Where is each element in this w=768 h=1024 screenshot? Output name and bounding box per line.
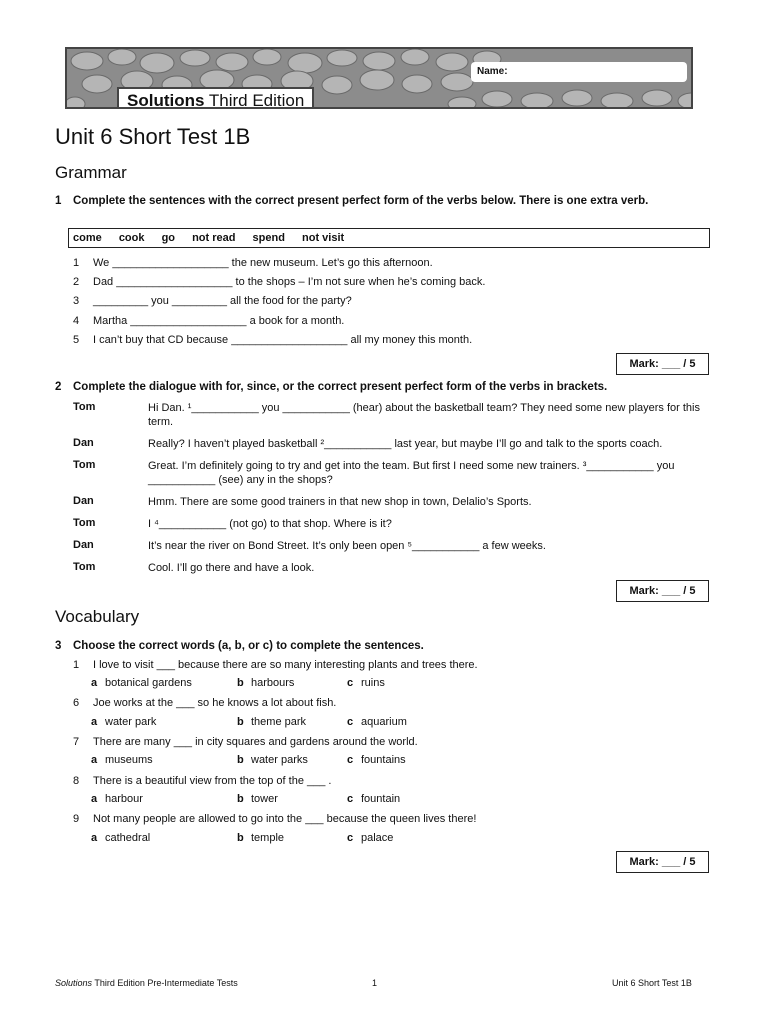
q2-number: 2 bbox=[55, 381, 62, 393]
grammar-heading: Grammar bbox=[55, 163, 127, 182]
option-a[interactable]: a botanical gardens bbox=[91, 677, 192, 689]
option-c[interactable]: c fountains bbox=[347, 754, 406, 766]
footer-right: Unit 6 Short Test 1B bbox=[612, 978, 692, 988]
item-number: 8 bbox=[73, 775, 80, 787]
footer-page-number: 1 bbox=[372, 978, 378, 988]
option-b[interactable]: b water parks bbox=[237, 754, 308, 766]
option-a[interactable]: a museums bbox=[91, 754, 153, 766]
footer-brand: Solutions bbox=[55, 978, 93, 988]
q3-text: Choose the correct words (a, b, or c) to complete the sentences. bbox=[73, 640, 424, 652]
item-text: There is a beautiful view from the top of the ___ . bbox=[93, 775, 332, 787]
item-text: Not many people are allowed to go into the ___ because the queen lives there! bbox=[93, 813, 477, 825]
item-number: 4 bbox=[73, 315, 80, 327]
option-b[interactable]: b harbours bbox=[237, 677, 295, 689]
dialogue-line[interactable]: Hmm. There are some good trainers in that new shop in town, Delalio’s Sports. bbox=[148, 496, 532, 508]
item-text: There are many ___ in city squares and gardens around the world. bbox=[93, 736, 418, 748]
dialogue-speaker: Dan bbox=[73, 495, 94, 507]
item-number: 1 bbox=[73, 257, 80, 269]
word-item: cook bbox=[118, 232, 145, 244]
word-item: not read bbox=[192, 232, 236, 244]
dialogue-speaker: Tom bbox=[73, 517, 96, 529]
option-a[interactable]: a harbour bbox=[91, 793, 143, 805]
q2-instruction bbox=[55, 380, 710, 394]
footer-book: Third Edition Pre-Intermediate Tests bbox=[92, 978, 238, 988]
dialogue-line[interactable]: It’s near the river on Bond Street. It’s only been open ⁵___________ a few weeks. bbox=[148, 540, 546, 552]
brand-logo bbox=[117, 87, 314, 109]
dialogue-speaker: Dan bbox=[73, 539, 94, 551]
q1-text: Complete the sentences with the correct present perfect form of the verbs below. There is one extra verb. bbox=[73, 195, 649, 207]
dialogue-speaker: Tom bbox=[73, 401, 96, 413]
dialogue-line[interactable]: Really? I haven’t played basketball ²___________ last year, but maybe I’ll go and talk to the sports coach. bbox=[148, 438, 663, 450]
dialogue-line[interactable]: Great. I’m definitely going to try and get into the team. But first I need some new trainers. ³___________ you ___________ (see) any in the shops? bbox=[148, 460, 675, 486]
option-c[interactable]: c aquarium bbox=[347, 716, 407, 728]
footer-left bbox=[55, 978, 238, 988]
item-number: 1 bbox=[73, 659, 80, 671]
item-text: We ___________________ the new museum. Let’s go this afternoon. bbox=[93, 257, 433, 269]
dialogue-line[interactable]: Cool. I’ll go there and have a look. bbox=[148, 562, 315, 574]
dialogue-line[interactable]: Hi Dan. ¹___________ you ___________ (hear) about the basketball team? They need some new players for this term. bbox=[148, 402, 700, 428]
option-b[interactable]: b tower bbox=[237, 793, 278, 805]
q1-number: 1 bbox=[55, 195, 62, 207]
item-text: Joe works at the ___ so he knows a lot about fish. bbox=[93, 697, 337, 709]
q1-mark-box[interactable]: Mark: ___ / 5 bbox=[616, 353, 709, 375]
name-label: Name: bbox=[477, 66, 508, 77]
q3-instruction bbox=[55, 639, 710, 653]
word-box bbox=[68, 228, 710, 248]
page-title: Unit 6 Short Test 1B bbox=[55, 124, 251, 149]
dialogue-speaker: Tom bbox=[73, 561, 96, 573]
word-item: not visit bbox=[302, 232, 345, 244]
header-banner bbox=[65, 47, 693, 109]
brand-rest: Third Edition bbox=[208, 91, 305, 109]
word-item: spend bbox=[252, 232, 285, 244]
item-text: _________ you _________ all the food for the party? bbox=[93, 295, 352, 307]
option-b[interactable]: b theme park bbox=[237, 716, 307, 728]
item-text: I can’t buy that CD because ___________________ all my money this month. bbox=[93, 334, 473, 346]
dialogue-speaker: Dan bbox=[73, 437, 94, 449]
item-number: 5 bbox=[73, 334, 80, 346]
option-a[interactable]: a cathedral bbox=[91, 832, 151, 844]
item-text: Martha ___________________ a book for a month. bbox=[93, 315, 345, 327]
q2-mark-box[interactable]: Mark: ___ / 5 bbox=[616, 580, 709, 602]
option-c[interactable]: c ruins bbox=[347, 677, 385, 689]
item-number: 6 bbox=[73, 697, 80, 709]
q3-mark-box[interactable]: Mark: ___ / 5 bbox=[616, 851, 709, 873]
option-b[interactable]: b temple bbox=[237, 832, 285, 844]
item-text: Dad ___________________ to the shops – I’m not sure when he’s coming back. bbox=[93, 276, 486, 288]
item-number: 7 bbox=[73, 736, 80, 748]
item-number: 3 bbox=[73, 295, 80, 307]
name-field[interactable] bbox=[471, 62, 687, 82]
item-text: I love to visit ___ because there are so many interesting plants and trees there. bbox=[93, 659, 478, 671]
word-item: come bbox=[73, 232, 102, 244]
dialogue-line[interactable]: I ⁴___________ (not go) to that shop. Where is it? bbox=[148, 518, 392, 530]
option-a[interactable]: a water park bbox=[91, 716, 157, 728]
item-number: 9 bbox=[73, 813, 80, 825]
q1-instruction bbox=[55, 194, 710, 208]
option-c[interactable]: c fountain bbox=[347, 793, 401, 805]
q3-number: 3 bbox=[55, 640, 62, 652]
vocabulary-heading: Vocabulary bbox=[55, 607, 140, 626]
q2-text: Complete the dialogue with for, since, or the correct present perfect form of the verbs in brackets. bbox=[73, 381, 608, 393]
item-number: 2 bbox=[73, 276, 80, 288]
word-item: go bbox=[161, 232, 176, 244]
option-c[interactable]: c palace bbox=[347, 832, 394, 844]
dialogue-speaker: Tom bbox=[73, 459, 96, 471]
brand-bold: Solutions bbox=[127, 91, 205, 109]
